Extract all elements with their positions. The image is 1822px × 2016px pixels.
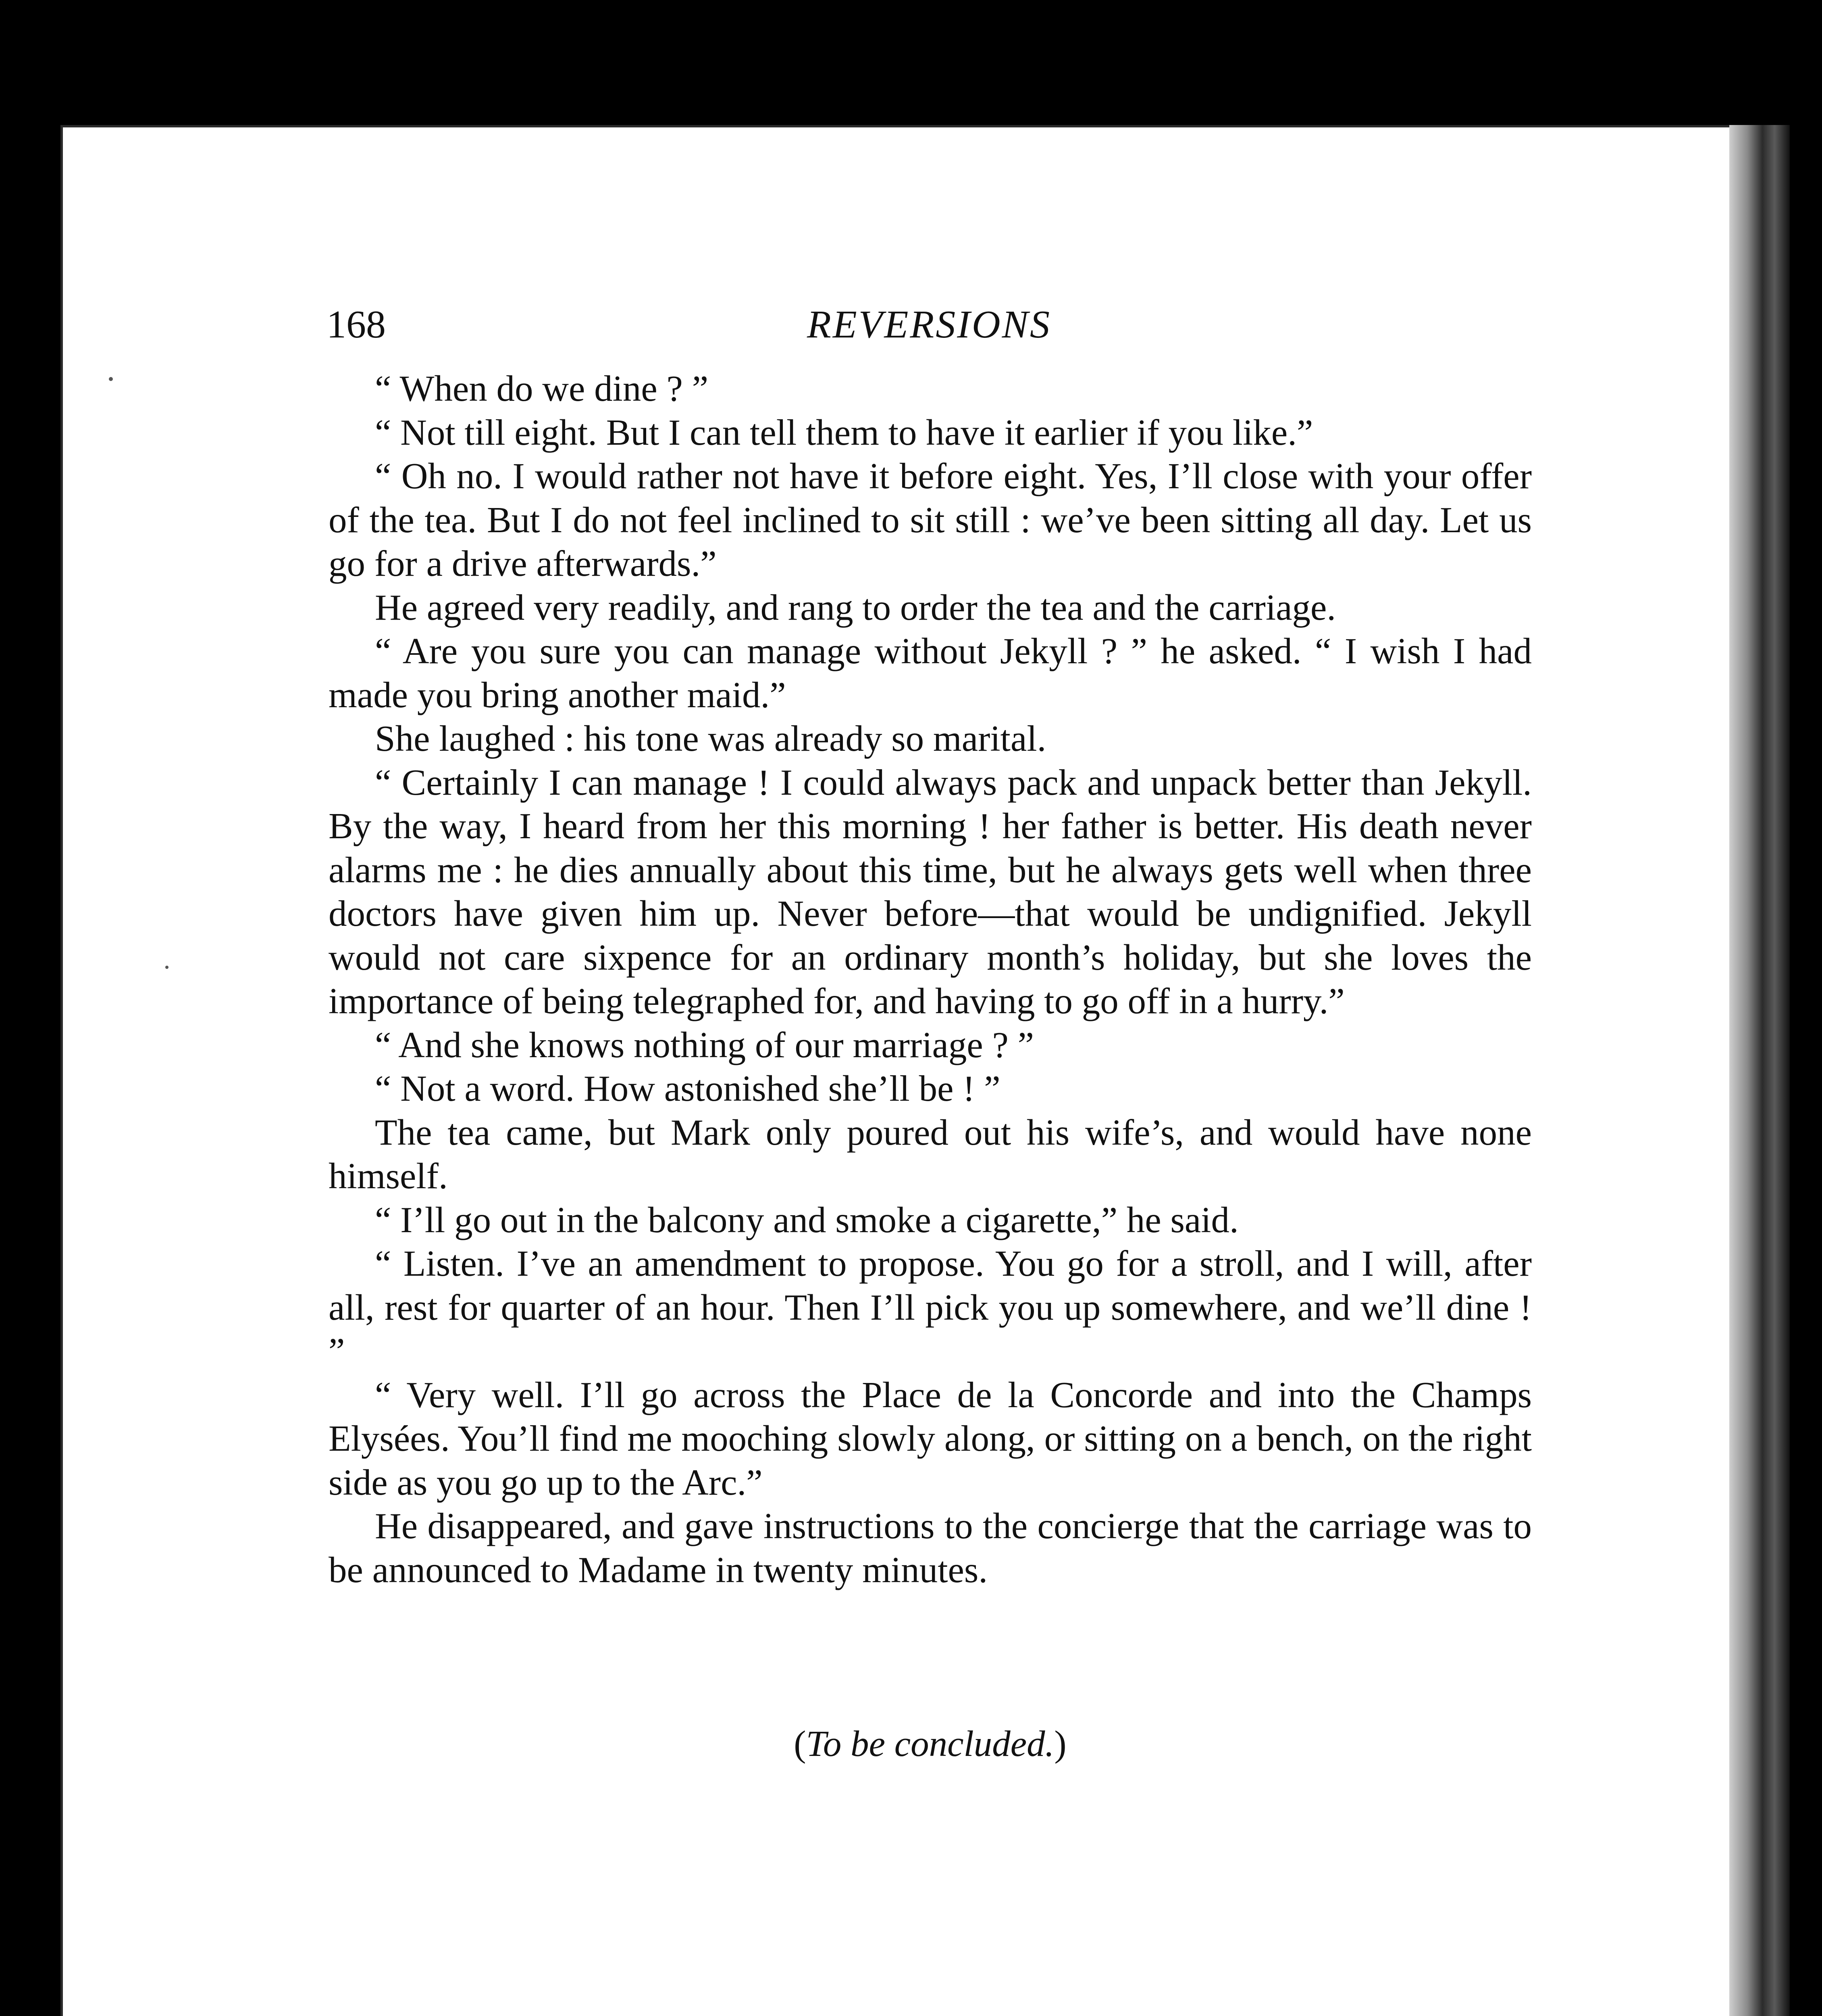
body-text — [329, 367, 1532, 1592]
closing-open-paren: ( — [794, 1723, 806, 1764]
page-number: 168 — [327, 303, 386, 346]
paragraph: “ Very well. I’ll go across the Place de la Concorde and into the Champs Elysées. You’ll find me mooching slowly along, or sitting on a bench, on the right side as you go up to the Arc.” — [329, 1374, 1532, 1503]
running-head: REVERSIONS — [807, 303, 1052, 346]
page-edge-shadow — [1729, 125, 1790, 2016]
paragraph: “ Listen. I’ve an amendment to propose. You go for a stroll, and I will, after all, rest for quarter of an hour. Then I’ll pick you up somewhere, and we’ll dine ! ” — [329, 1243, 1532, 1371]
paragraph: “ And she knows nothing of our marriage ? ” — [375, 1024, 1034, 1065]
paragraph: She laughed : his tone was already so marital. — [375, 718, 1046, 759]
paper-speck — [165, 966, 168, 969]
paragraph: He agreed very readily, and rang to order the tea and the carriage. — [375, 587, 1336, 628]
paragraph: The tea came, but Mark only poured out his wife’s, and would have none himself. — [329, 1112, 1532, 1196]
paragraph: “ I’ll go out in the balcony and smoke a cigarette,” he said. — [375, 1199, 1239, 1240]
paragraph: “ When do we dine ? ” — [375, 368, 709, 409]
paragraph: “ Not till eight. But I can tell them to have it earlier if you like.” — [375, 412, 1313, 453]
page-header — [327, 298, 1532, 351]
paragraph: “ Oh no. I would rather not have it before eight. Yes, I’ll close with your offer of the tea. But I do not feel inclined to sit still : we’ve been sitting all day. Let us go for a drive afterwards.” — [329, 456, 1532, 584]
closing-text: To be concluded. — [806, 1723, 1055, 1764]
to-be-concluded — [329, 1720, 1532, 1768]
paragraph: He disappeared, and gave instructions to the concierge that the carriage was to be announced to Madame in twenty minutes. — [329, 1506, 1532, 1590]
closing-close-paren: ) — [1054, 1723, 1067, 1764]
paragraph: “ Are you sure you can manage without Jekyll ? ” he asked. “ I wish I had made you bring another maid.” — [329, 631, 1532, 715]
paper-speck — [109, 377, 113, 381]
paragraph: “ Not a word. How astonished she’ll be ! ” — [375, 1068, 1000, 1109]
paragraph: “ Certainly I can manage ! I could always pack and unpack better than Jekyll. By the way, I heard from her this morning ! her father is better. His death never alarms me : he dies annually about this time, but he always gets well when three doctors have given him up. Never before—that would be undignified. Jekyll would not care sixpence for an ordinary month’s holiday, but she loves the importance of being telegraphed for, and having to go off in a hurry.” — [329, 762, 1532, 1021]
